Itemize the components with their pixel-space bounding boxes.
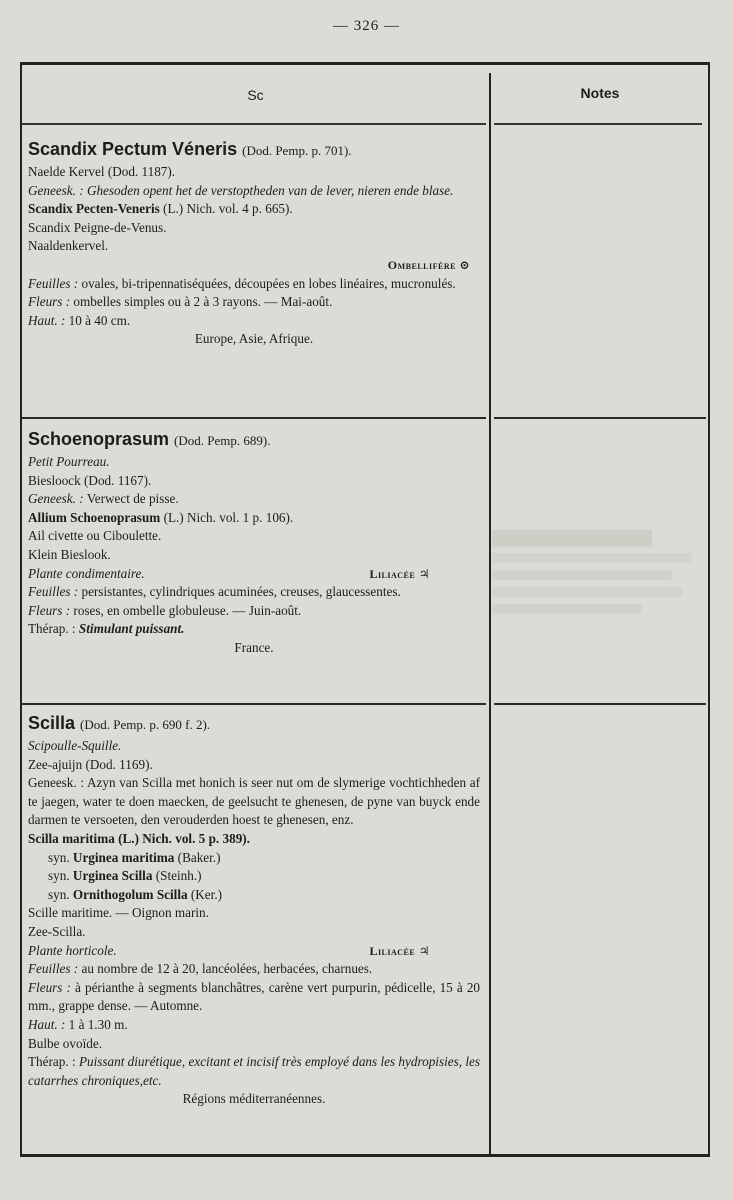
entry-line: Plante condimentaire. Liliacée ♃ — [28, 565, 480, 584]
entry-separator — [494, 703, 706, 705]
entry-schoenoprasum — [28, 427, 480, 658]
entry-line: syn. Urginea Scilla (Steinh.) — [48, 868, 202, 884]
entry-line: Bulbe ovoïde. — [28, 1035, 102, 1051]
entry-title: Scandix Pectum Véneris (Dod. Pemp. p. 701). — [28, 139, 352, 159]
entry-line: Scille maritime. — Oignon marin. — [28, 905, 209, 921]
entry-line: syn. Urginea maritima (Baker.) — [48, 849, 221, 865]
region-label: France. — [234, 639, 274, 655]
column-divider — [489, 73, 491, 1154]
entry-separator — [22, 417, 486, 419]
entry-line: Feuilles : au nombre de 12 à 20, lancéolées, herbacées, charnues. — [28, 961, 373, 977]
entry-line: Scandix Pecten-Veneris (L.) Nich. vol. 4 p. 665). — [28, 201, 293, 217]
entry-title: Schoenoprasum (Dod. Pemp. 689). — [28, 429, 271, 449]
entry-scandix — [28, 137, 480, 349]
entry-line: Thérap. : Puissant diurétique, excitant et incisif très employé dans les hydropisies, les catarrhes chroniques,etc. — [28, 1054, 480, 1088]
header-rule-left — [22, 123, 486, 125]
entry-line: Allium Schoenoprasum (L.) Nich. vol. 1 p. 106). — [28, 509, 294, 525]
page-number: — 326 — — [333, 18, 400, 34]
herbal-table — [20, 62, 710, 1157]
entry-line: Fleurs : roses, en ombelle globuleuse. — Juin-août. — [28, 602, 302, 618]
entry-line: Naelde Kervel (Dod. 1187). — [28, 164, 176, 179]
family-label: Ombellifère ⊙ — [387, 257, 470, 272]
entry-line: Klein Bieslook. — [28, 546, 111, 562]
entry-line: Geneesk. : Azyn van Scilla met honich is seer nut om de slymerige vochtichheden af te jaegen, water te doen maecken, de geelsucht te ghenesen, de pyne van buyck ende darmen te versoeten, den verouderden hoest te ghenesen, enz. — [28, 775, 480, 828]
entry-line: Geneesk. : Ghesoden opent het de verstoptheden van de lever, nieren ende blase. — [28, 182, 454, 198]
entry-line: Scandix Peigne-de-Venus. — [28, 219, 167, 235]
entry-separator — [22, 703, 486, 705]
entry-separator — [494, 417, 706, 419]
entry-line: Haut. : 10 à 40 cm. — [28, 312, 131, 328]
entry-title: Scilla (Dod. Pemp. p. 690 f. 2). — [28, 713, 211, 733]
entry-line: Ail civette ou Ciboulette. — [28, 528, 162, 544]
entry-line: Petit Pourreau. — [28, 454, 110, 469]
entry-line: Zee-ajuijn (Dod. 1169). — [28, 756, 153, 772]
entry-line: Fleurs : ombelles simples ou à 2 à 3 rayons. — Mai-août. — [28, 294, 333, 310]
entry-line: Haut. : 1 à 1.30 m. — [28, 1016, 128, 1032]
bleed-through-text — [492, 530, 707, 621]
entry-line: Thérap. : Stimulant puissant. — [28, 621, 185, 637]
notes-header: Notes — [580, 85, 620, 101]
entry-line: Zee-Scilla. — [28, 923, 86, 939]
entry-line: syn. Ornithogolum Scilla (Ker.) — [48, 886, 223, 902]
family-label: Liliacée ♃ — [369, 566, 430, 581]
header-rule-right — [494, 123, 702, 125]
entry-line: Scipoulle-Squille. — [28, 738, 122, 753]
entry-scilla — [28, 711, 480, 1109]
entry-line: Scilla maritima (L.) Nich. vol. 5 p. 389). — [28, 830, 250, 846]
region-label: Régions méditerranéennes. — [182, 1091, 326, 1107]
entry-line: Geneesk. : Verwect de pisse. — [28, 491, 179, 507]
entry-line: Feuilles : ovales, bi-tripennatiséquées, découpées en lobes linéaires, mucronulés. — [28, 275, 456, 291]
entry-line: Feuilles : persistantes, cylindriques acuminées, creuses, glaucessentes. — [28, 584, 401, 600]
entry-line: Plante horticole. Liliacée ♃ — [28, 942, 480, 961]
entry-line: Fleurs : à périanthe à segments blanchâtres, carène vert purpurin, pédicelle, 15 à 20 mm., grappe dense. — Automne. — [28, 979, 481, 1014]
region-label: Europe, Asie, Afrique. — [194, 331, 314, 347]
section-header: Sc — [247, 87, 264, 103]
entry-line: Naaldenkervel. — [28, 238, 109, 254]
entry-line: Biesloock (Dod. 1167). — [28, 472, 152, 488]
family-label: Liliacée ♃ — [369, 943, 430, 958]
